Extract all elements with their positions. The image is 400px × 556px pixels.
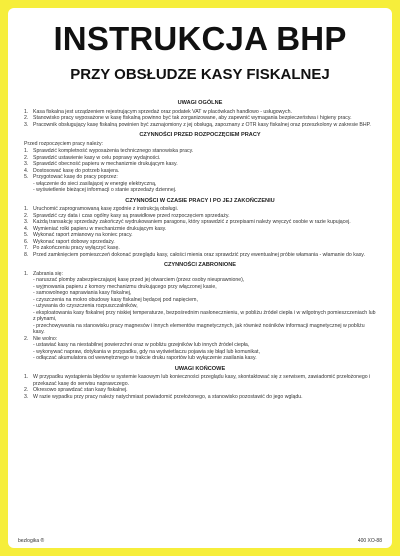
sub-item: - samowolnego naprawiania kasy fiskalnej, [33,290,132,296]
sign-panel [8,8,392,548]
item-number: 1. [24,206,29,212]
section-title-forbidden: CZYNNOŚCI ZABRONIONE [163,262,237,268]
item-number: 5. [24,232,29,238]
sub-item: - wyjmowania papieru z komory mechanizmu drukującego przy włączonej kasie, [33,283,217,290]
item-text: Sprawdzić ustawienie kasy w celu poprawy wydajności. [33,154,161,161]
item-text: Zabrania się: [33,270,63,277]
item-number: 1. [24,374,29,380]
item-number: 2. [24,335,29,342]
sub-item: - odłączać akumulatora od wewnętrznego w trakcie druku raportów lub wyłączenie zasilania kasy. [33,355,257,361]
sub-item: - używania do czyszczenia rozpuszczalników, [33,303,138,309]
item-number: 4. [24,167,29,174]
item-number: 8. [24,251,29,258]
sub-item: - eksploatowania kasy fiskalnej przy niskiej temperaturze, bezpośrednim nasłonecznieniu, w pobliżu źródeł ciepła i w wilgotnych pomieszczeniach lub z płynami, [33,309,376,322]
section-title-during-work: CZYNNOŚCI W CZASIE PRACY I PO JEJ ZAKOŃCZENIU [125,197,275,204]
item-text: Wykonać raport zmianowy na koniec pracy. [33,232,133,238]
sub-item: - przechowywania na stanowisku pracy magnesów i innych elementów magnetycznych, jak również nośników informacji magnetycznej w pobliżu kasy. [33,322,365,335]
item-text: Po zakończeniu pracy wyłączyć kasę. [33,245,120,251]
item-text: Każdą transakcję sprzedaży zakończyć wydrukowaniem paragonu, który sprawdzić z przepisami należy wręczyć osobie w razie kupującej. [33,219,351,225]
item-number: 2. [24,154,29,161]
item-text: Wymieniać rolki papieru w mechanizmie drukującym kasy. [33,225,167,232]
page-subtitle: PRZY OBSŁUDZE KASY FISKALNEJ [70,66,330,83]
item-text: W przypadku wystąpienia błędów w systemie kasowym lub konieczności przeglądu kasy, skontaktować się z serwisem, zawiadomić przełożonego i przekazać kasę do serwisu naprawczego. [33,374,371,387]
item-number: 3. [24,219,29,225]
section-title-final: UWAGI KOŃCOWE [174,365,226,372]
list-item [24,174,376,181]
item-text: Przygotować kasę do pracy poprzez: [33,174,118,180]
item-number: 1. [24,108,29,115]
item-text: Stanowisko pracy wyposażone w kasę fiskalną powinno być tak zorganizowane, aby zapewnić wymagania bezpieczeństwa i higieny pracy. [33,115,352,121]
item-number: 2. [24,212,29,219]
item-text: Pracownik obsługujący kasę fiskalną powinien być zaznajomiony z jej obsługą, zapoznany z OTR kasy fiskalnej oraz przeszkolony w zakresie BHP. [33,121,371,128]
item-number: 3. [24,161,29,167]
item-number: 1. [24,270,29,277]
item-number: 4. [24,225,29,232]
sub-item: - naruszać plomby zabezpieczającej kasę przed jej otwarciem (przez osoby nieuprawnione), [33,277,245,283]
item-number: 2. [24,387,29,393]
item-number: 6. [24,238,29,245]
item-number: 3. [24,121,29,128]
sub-item: - włączenie do sieci zasilającej w energię elektryczną, [33,180,157,187]
item-text: Okresowo sprawdzać stan kasy fiskalnej. [33,387,128,393]
list-item [24,374,376,387]
item-text: W razie wypadku przy pracy należy natychmiast powiadomić przełożonego, a stanowisko pozostawić do jego wglądu. [33,393,303,400]
list-item [24,394,376,401]
sign-code: 400 XO-88 [357,538,382,544]
instructions-body [24,96,376,400]
item-text: Sprawdzić kompletność wyposażenia technicznego stanowiska pracy. [33,148,194,154]
section-intro: Przed rozpoczęciem pracy należy: [24,140,103,147]
item-text: Dostosować kasę do potrzeb kasjera. [33,167,120,174]
sub-item: - czyszczenia na mokro obudowy kasy fiskalnej będącej pod napięciem, [33,296,198,303]
sub-item: - ustawiać kasy na niestabilnej powierzchni oraz w pobliżu grzejników lub innych źródeł ciepła, [33,342,250,348]
item-text: Nie wolno: [33,335,58,342]
item-text: Przed zamknięciem pomieszczeń dokonać przeglądu kasy, całości mienia oraz sprawdzić przy ewentualnej próbie włamania - włamanie do kasy. [33,251,365,258]
item-text: Uruchomić zaprogramowaną kasę zgodnie z instrukcją obsługi. [33,206,179,212]
item-number: 1. [24,148,29,154]
item-text: Kasa fiskalna jest urządzeniem rejestrującym sprzedaż oraz podatek VAT w placówkach handlowo - usługowych. [33,108,292,115]
list-item [24,252,376,259]
item-text: Sprawdzić obecność papieru w mechanizmie drukującym kasy. [33,161,178,167]
item-text: Wykonać raport dobowy sprzedaży. [33,238,115,245]
item-number: 7. [24,245,29,251]
item-text: Sprawdzić czy data i czas ogólny kasy są prawidłowe przed rozpoczęciem sprzedaży. [33,212,230,219]
sub-item: - wykonywać napraw, dotykania w przypadku, gdy na wyświetlaczu pojawia się błąd lub komunikat, [33,348,260,355]
list-item [24,122,376,129]
page-title: INSTRUKCJA BHP [53,20,347,57]
sub-item: - wyświetlenie bieżącej informacji o stanie sprzedaży dziennej. [33,187,177,193]
item-number: 5. [24,174,29,180]
publisher-mark: bezlogika ® [18,538,45,544]
section-title-general: UWAGI OGÓLNE [177,100,223,106]
item-number: 2. [24,115,29,121]
item-number: 3. [24,393,29,400]
section-title-before-work: CZYNNOŚCI PRZED ROZPOCZĘCIEM PRACY [139,132,261,138]
